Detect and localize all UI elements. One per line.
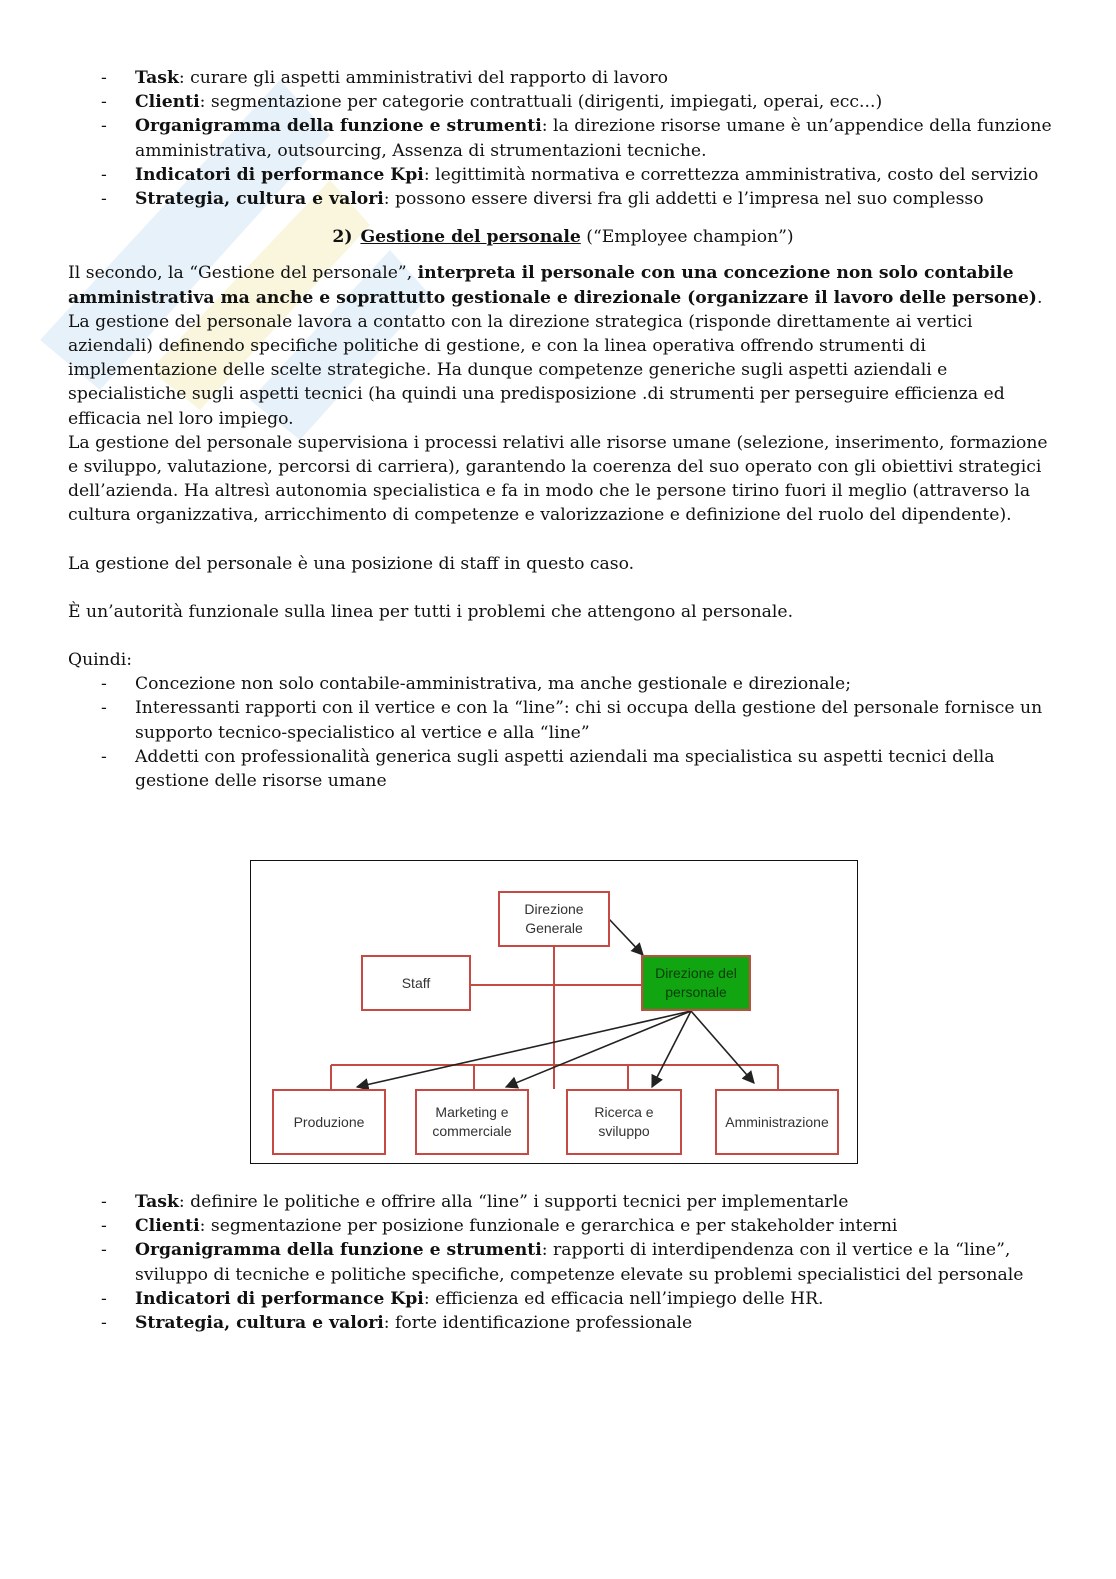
box-marketing: Marketing e commerciale — [415, 1089, 529, 1155]
box-direzione-generale: Direzione Generale — [498, 891, 610, 947]
arrow-to-marketing — [506, 1011, 691, 1087]
list-item: - Task: definire le politiche e offrire alla “line” i supporti tecnici per implementarle — [68, 1190, 1058, 1214]
heading-number: 2) — [332, 227, 353, 248]
arrow-to-produzione — [357, 1011, 691, 1087]
box-staff: Staff — [361, 955, 471, 1011]
box-produzione: Produzione — [272, 1089, 386, 1155]
paragraph: La gestione del personale supervisiona i processi relativi alle risorse umane (selezione, inserimento, formazione e sviluppo, valutazione, percorsi di carriera), garantendo la coerenza del suo operato con gli obiettivi strategici dell’azienda. Ha altresì autonomia specialistica e fa in modo che le persone tirino fuori il meglio (attraverso la cultura organizzativa, arricchimento di competenze e valorizzazione e definizione del ruolo del dipendente). — [68, 432, 1048, 526]
org-chart-figure — [250, 860, 858, 1164]
paragraph: La gestione del personale è una posizione di staff in questo caso. — [68, 553, 635, 574]
box-amministrazione: Amministrazione — [715, 1089, 839, 1155]
list-item: - Task: curare gli aspetti amministrativi del rapporto di lavoro — [68, 66, 1058, 90]
list-item: - Strategia, cultura e valori: possono essere diversi fra gli addetti e l’impresa nel suo complesso — [68, 187, 1058, 211]
heading-title: Gestione del personale — [360, 227, 581, 248]
heading-subtitle: (“Employee champion”) — [586, 227, 794, 248]
list-item: - Interessanti rapporti con il vertice e con la “line”: chi si occupa della gestione del personale fornisce un supporto tecnico-specialistico al vertice e alla “line” — [68, 696, 1058, 744]
list-item: - Indicatori di performance Kpi: efficienza ed efficacia nell’impiego delle HR. — [68, 1287, 1058, 1311]
section-heading — [68, 225, 1058, 249]
paragraph: Quindi: — [68, 650, 133, 671]
box-direzione-personale: Direzione del personale — [641, 955, 751, 1011]
list-item: - Clienti: segmentazione per posizione funzionale e gerarchica e per stakeholder interni — [68, 1214, 1058, 1238]
main-content — [68, 66, 1058, 793]
feature-list-2 — [68, 672, 1058, 793]
paragraph: È un’autorità funzionale sulla linea per tutti i problemi che attengono al personale. — [68, 601, 794, 622]
list-item: - Indicatori di performance Kpi: legittimità normativa e correttezza amministrativa, costo del servizio — [68, 163, 1058, 187]
feature-list-3 — [68, 1190, 1058, 1335]
list-item: - Clienti: segmentazione per categorie contrattuali (dirigenti, impiegati, operai, ecc...) — [68, 90, 1058, 114]
list-item: - Concezione non solo contabile-amministrativa, ma anche gestionale e direzionale; — [68, 672, 1058, 696]
list-item: - Addetti con professionalità generica sugli aspetti aziendali ma specialistica su aspetti tecnici della gestione delle risorse umane — [68, 745, 1058, 793]
arrow-to-direzione-personale — [609, 919, 643, 955]
box-ricerca: Ricerca e sviluppo — [566, 1089, 682, 1155]
list-item: - Organigramma della funzione e strumenti: la direzione risorse umane è un’appendice della funzione amministrativa, outsourcing, Assenza di strumentazioni tecniche. — [68, 114, 1058, 162]
intro-paragraph: Il secondo, la “Gestione del personale”, interpreta il personale con una concezione non solo contabile amministrativa ma anche e soprattutto gestionale e direzionale (organizzare il lavoro delle persone). — [68, 263, 1043, 308]
arrow-to-ricerca — [652, 1011, 691, 1087]
paragraph: La gestione del personale lavora a contatto con la direzione strategica (risponde direttamente ai vertici aziendali) definendo specifiche politiche di gestione, e con la linea operativa offrendo strumenti di implementazione delle scelte strategiche. Ha dunque competenze generiche sugli aspetti aziendali e specialistiche sugli aspetti tecnici (ha quindi una predisposizione .di strumenti per perseguire efficienza ed efficacia nel loro impiego. — [68, 311, 1005, 429]
feature-list-1 — [68, 66, 1058, 211]
arrow-to-amministrazione — [691, 1011, 754, 1083]
list-item: - Organigramma della funzione e strumenti: rapporti di interdipendenza con il vertice e la “line”, sviluppo di tecniche e politiche specifiche, competenze elevate su problemi specialistici del personale — [68, 1238, 1058, 1286]
list-item: - Strategia, cultura e valori: forte identificazione professionale — [68, 1311, 1058, 1335]
bottom-section — [68, 1190, 1058, 1335]
